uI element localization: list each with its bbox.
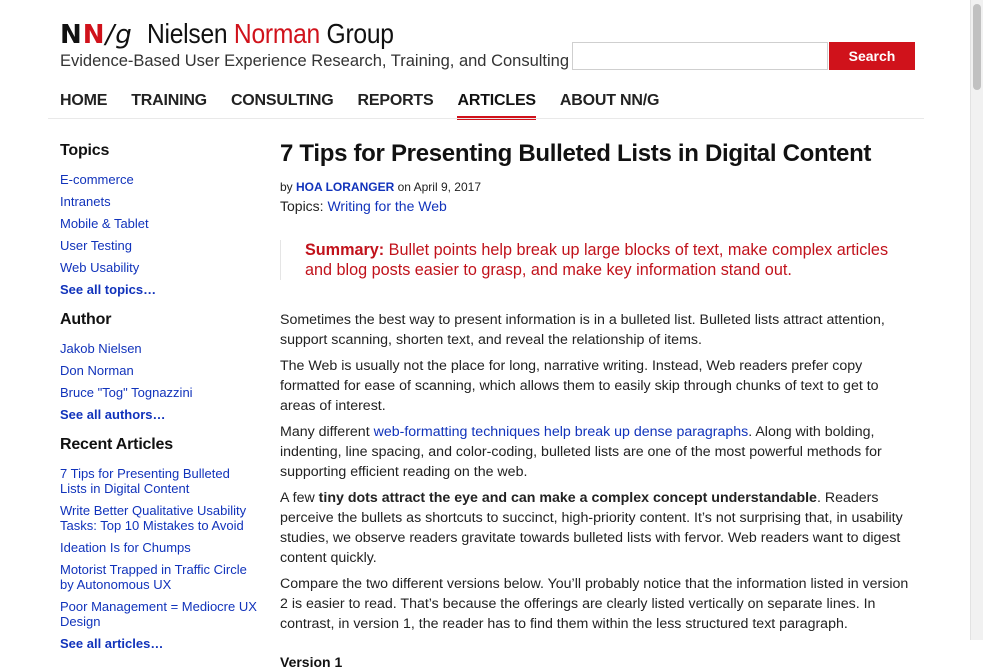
brand-part-2: Group [319,18,394,49]
scrollbar-thumb[interactable] [973,4,981,90]
see-all-topics-link[interactable]: See all topics… [60,282,157,297]
topic-link-writing-for-web[interactable]: Writing for the Web [327,198,447,214]
author-link-jakob-nielsen[interactable]: Jakob Nielsen [60,341,142,356]
nng-logo-mark [60,20,133,50]
recent-article-link[interactable]: 7 Tips for Presenting Bulleted Lists in Digital Content [60,466,230,496]
author-heading: Author [60,311,112,328]
article-paragraph [280,488,910,568]
recent-articles-section [60,436,260,651]
recent-article-link[interactable]: Motorist Trapped in Traffic Circle by Autonomous UX [60,562,247,592]
main-nav [60,92,683,120]
search-form [572,42,915,70]
logo-slash-g: /g [105,20,133,50]
topic-link-intranets[interactable]: Intranets [60,194,111,209]
topics-section [60,142,260,297]
summary-text: Bullet points help break up large blocks of text, make complex articles and blog posts easier to grasp, and make key information stand out. [305,241,889,279]
topics-heading: Topics [60,142,110,159]
tagline: Evidence-Based User Experience Research, Training, and Consulting [60,52,570,70]
byline [280,180,910,194]
nav-consulting[interactable]: CONSULTING [230,92,334,109]
article-summary [280,240,910,280]
nav-divider [48,118,924,119]
recent-article-link[interactable]: Ideation Is for Chumps [60,540,191,555]
site-logo[interactable] [60,18,427,50]
author-link-don-norman[interactable]: Don Norman [60,363,134,378]
article-title: 7 Tips for Presenting Bulleted Lists in Digital Content [280,140,872,167]
paragraph-text: . Along with bolding, indenting, line spacing, and color-coding, bulleted lists are one of the most powerful methods for supporting efficient reading on the web. [280,424,882,480]
recent-articles-heading: Recent Articles [60,436,173,453]
topic-link-ecommerce[interactable]: E-commerce [60,172,134,187]
version-heading: Version 1 [280,654,343,670]
page-scrollbar[interactable] [970,0,983,640]
byline-by: by [280,180,297,194]
author-link[interactable]: HOA LORANGER [296,180,395,194]
nav-articles[interactable]: ARTICLES [457,92,535,120]
logo-letter-n-red: N [82,20,106,50]
formatting-techniques-link[interactable]: web-formatting techniques help break up dense paragraphs [373,424,749,440]
nav-training[interactable]: TRAINING [131,92,207,109]
recent-article-link[interactable]: Poor Management = Mediocre UX Design [60,599,257,629]
byline-on: on [394,180,414,194]
brand-part-red: Norman [233,18,320,49]
sidebar [60,142,260,665]
paragraph-emphasis: tiny dots attract the eye and can make a complex concept understandable [318,490,817,506]
article-paragraph: The Web is usually not the place for long, narrative writing. Instead, Web readers prefer copy formatted for ease of scanning, which allows them to easily skip through chunks of text to get to areas of interest. [280,358,879,414]
paragraph-text: Many different [280,424,374,440]
logo-letter-n: N [60,20,83,50]
brand-part-1: Nielsen [146,18,234,49]
author-section [60,311,260,422]
article-paragraph: Compare the two different versions below. You’ll probably notice that the information listed in version 2 is easier to read. That’s because the offerings are clearly listed vertically on separate lines. In contrast, in version 1, the reader has to find them within the less structured text paragraph. [280,576,909,632]
search-input[interactable] [572,42,828,70]
nav-reports[interactable]: REPORTS [357,92,434,109]
brand-name [147,18,394,50]
topics-label: Topics: [280,198,328,214]
article-topics [280,198,910,214]
summary-label: Summary: [305,241,385,259]
recent-article-link[interactable]: Write Better Qualitative Usability Tasks: Top 10 Mistakes to Avoid [60,503,247,533]
article [280,140,910,670]
paragraph-text: . Readers perceive the bullets as shortcuts to succinct, high-priority content. It’s not surprising that, in usability studies, we observe readers gravitate towards bulleted lists with fervor. Web readers want to digest content quickly. [280,490,903,566]
paragraph-text: A few [280,490,319,506]
topic-link-mobile-tablet[interactable]: Mobile & Tablet [60,216,149,231]
topic-link-user-testing[interactable]: User Testing [60,238,133,253]
see-all-authors-link[interactable]: See all authors… [60,407,166,422]
article-paragraph: Sometimes the best way to present information is in a bulleted list. Bulleted lists attract attention, support scanning, shorten text, and reveal the relationship of items. [280,312,885,348]
topic-link-web-usability[interactable]: Web Usability [60,260,140,275]
author-link-bruce-tognazzini[interactable]: Bruce "Tog" Tognazzini [60,385,193,400]
search-button[interactable]: Search [829,42,915,70]
publish-date: April 9, 2017 [413,180,481,194]
article-paragraph [280,422,910,482]
nav-about[interactable]: ABOUT NN/G [559,92,660,109]
see-all-articles-link[interactable]: See all articles… [60,636,164,651]
nav-home[interactable]: HOME [60,92,108,109]
